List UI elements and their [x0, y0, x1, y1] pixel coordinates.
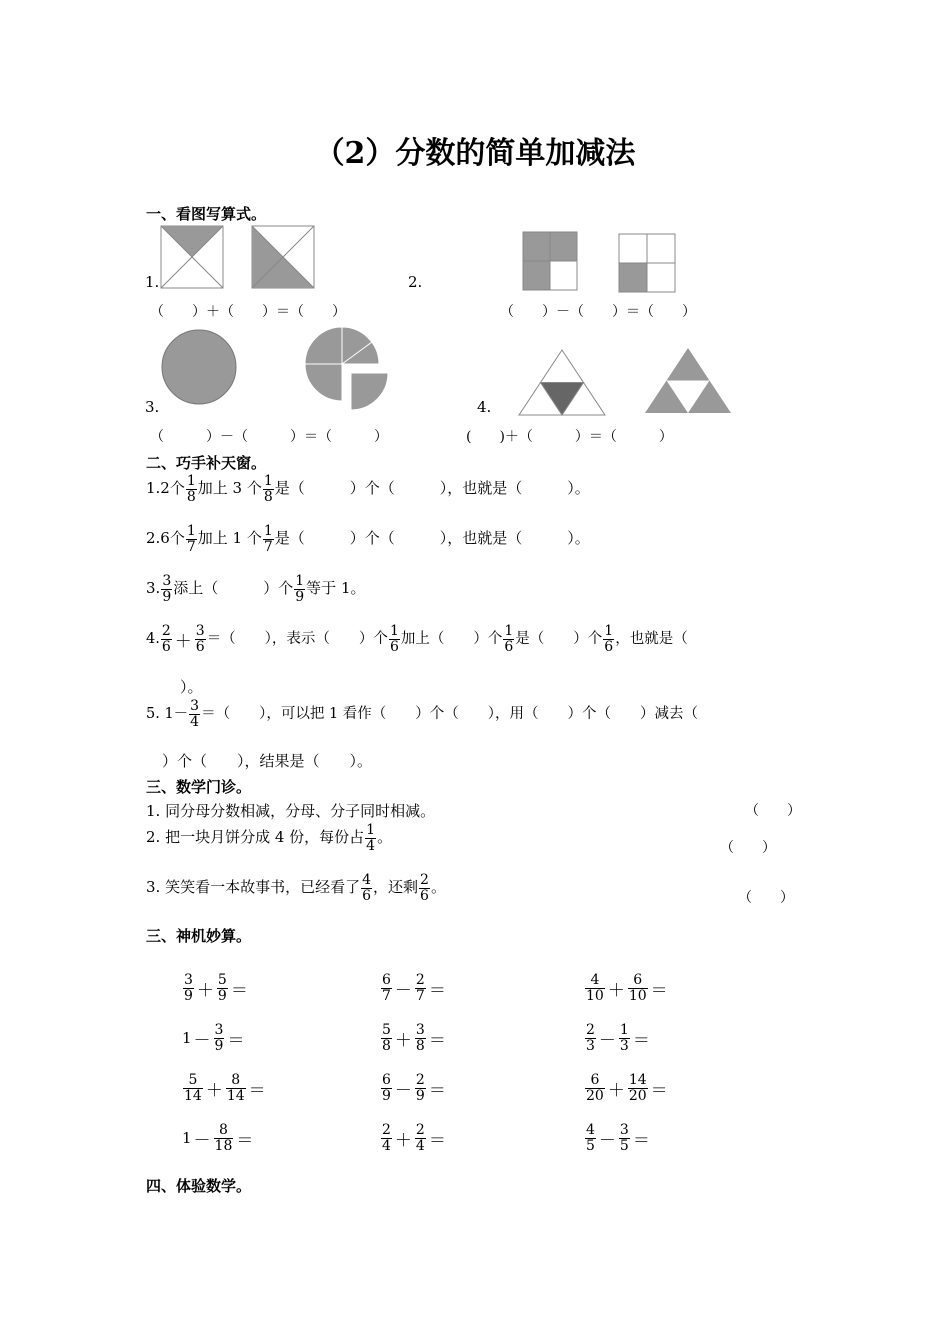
calc-problem	[584, 973, 670, 1003]
figure-1-square-b	[251, 225, 315, 289]
section-5-heading: 四、体验数学。	[146, 1177, 252, 1195]
q2-post: 是（ ）个（ ），也就是（ ）。	[274, 529, 590, 548]
fraction: $\frac{1}{9}$	[295, 573, 305, 605]
calc-problem	[584, 1123, 652, 1153]
fraction: $\frac{4}{6}$	[362, 872, 372, 904]
operator: －	[193, 1030, 211, 1051]
figure-2-grid-a	[522, 231, 578, 291]
calc-problem	[182, 973, 250, 1003]
page-title: （2）分数的简单加减法	[314, 136, 636, 171]
fraction: $\frac{1}{6}$	[604, 623, 614, 655]
fraction: $\frac{1}{8}$	[263, 473, 273, 505]
equals-sign: ＝	[428, 1030, 446, 1051]
fraction: $\frac{3}{4}$	[190, 698, 200, 730]
fraction: $\frac{1}{6}$	[389, 623, 399, 655]
operator: ＋	[394, 1030, 412, 1051]
calc-problem	[380, 973, 448, 1003]
label-4: 4.	[477, 398, 492, 416]
fraction: $\frac{3}{9}$	[214, 1022, 224, 1054]
operator: ＋	[607, 980, 625, 1001]
fill-question-4: 4. $\frac{2}{6}$ ＋ $\frac{3}{6}$ ＝（ ），表示（ ）个 $\frac{1}{6}$ 加上（ ）个 $\frac{1}{6}$ 是（ ）个 $\frac{1}{6}$ ，也就是（	[146, 623, 688, 655]
fraction: $\frac{1}{4}$	[366, 822, 376, 854]
equals-sign: ＝	[428, 980, 446, 1001]
equals-sign: ＝	[230, 980, 248, 1001]
judge-question-2: 2. 把一块月饼分成 4 份，每份占 $\frac{1}{4}$ 。	[146, 822, 393, 854]
figure-3-full-circle	[159, 327, 239, 407]
fraction: $\frac{4}{5}$	[586, 1122, 595, 1154]
fraction: $\frac{2}{9}$	[415, 1072, 425, 1104]
equals-sign: ＝	[236, 1130, 254, 1151]
answer-row-2-right: ( )＋（ ）＝（ ）	[466, 429, 673, 445]
judge-question-3: 3. 笑笑看一本故事书，已经看了 $\frac{4}{6}$ ，还剩 $\frac{2}{6}$ 。	[146, 872, 446, 904]
section-2-heading: 二、巧手补天窗。	[146, 454, 267, 472]
equals-sign: ＝	[632, 1130, 650, 1151]
fraction: $\frac{2}{4}$	[415, 1122, 425, 1154]
whole-number: 1	[182, 1029, 192, 1048]
fraction: $\frac{4}{10}$	[586, 972, 604, 1004]
operator: ＋	[196, 980, 214, 1001]
fraction: $\frac{2}{4}$	[382, 1122, 391, 1154]
equals-sign: ＝	[632, 1030, 650, 1051]
fraction: $\frac{5}{8}$	[382, 1022, 391, 1054]
calc-problem	[584, 1023, 652, 1053]
q3-post: 等于 1。	[306, 579, 366, 598]
calc-problem	[380, 1023, 448, 1053]
q1-prefix: 1.2个	[146, 479, 185, 498]
q2-prefix: 2.6个	[146, 529, 185, 548]
operator: ＋	[394, 1130, 412, 1151]
calc-problem	[380, 1073, 448, 1103]
equals-sign: ＝	[650, 1080, 668, 1101]
fill-question-2	[146, 524, 590, 554]
fraction: $\frac{14}{20}$	[628, 1072, 647, 1104]
label-3: 3.	[145, 398, 160, 416]
operator: －	[394, 980, 412, 1001]
judge-blank-1: （ ）	[745, 803, 801, 819]
fraction: $\frac{1}{8}$	[186, 473, 196, 505]
fraction: $\frac{5}{14}$	[184, 1072, 202, 1104]
fraction: $\frac{2}{6}$	[161, 623, 171, 655]
operator: －	[598, 1030, 616, 1051]
fraction: $\frac{1}{7}$	[263, 523, 273, 555]
fraction: $\frac{3}{9}$	[184, 972, 193, 1004]
operator: ＋	[607, 1080, 625, 1101]
answer-row-2-left: （ ）－（ ）＝（ ）	[150, 429, 388, 445]
section-4-heading: 三、神机妙算。	[146, 927, 252, 945]
section-1-heading: 一、看图写算式。	[146, 205, 267, 223]
fraction: $\frac{6}{20}$	[586, 1072, 604, 1104]
label-1: 1.	[145, 273, 160, 291]
fraction: $\frac{2}{7}$	[415, 972, 425, 1004]
judge-question-1: 1. 同分母分数相减，分母、分子同时相减。	[146, 802, 436, 820]
fill-question-4-cont: ）。	[180, 678, 203, 696]
calc-problem	[182, 1023, 246, 1053]
calc-problem	[380, 1123, 448, 1153]
figure-4-triangle-b	[643, 346, 733, 416]
q1-mid: 加上 3 个	[197, 479, 262, 498]
equals-sign: ＝	[650, 980, 668, 1001]
q1-post: 是（ ）个（ ），也就是（ ）。	[274, 479, 590, 498]
fill-question-1	[146, 474, 590, 504]
equals-sign: ＝	[428, 1080, 446, 1101]
q2-mid: 加上 1 个	[197, 529, 262, 548]
answer-row-1-left: （ ）＋（ ）＝（ ）	[150, 304, 346, 320]
judge-blank-2: （ ）	[720, 840, 776, 856]
fraction: $\frac{6}{10}$	[628, 972, 647, 1004]
fraction: $\frac{3}{5}$	[619, 1122, 629, 1154]
fill-question-3	[146, 574, 365, 604]
q3-mid: 添上（ ）个	[173, 579, 294, 598]
fraction: $\frac{6}{9}$	[382, 1072, 391, 1104]
fraction: $\frac{8}{18}$	[214, 1122, 233, 1154]
fraction: $\frac{3}{9}$	[162, 573, 172, 605]
fraction: $\frac{6}{7}$	[382, 972, 391, 1004]
operator: ＋	[205, 1080, 223, 1101]
q3-prefix: 3.	[146, 579, 161, 598]
fraction: $\frac{1}{7}$	[186, 523, 196, 555]
fraction: $\frac{8}{14}$	[226, 1072, 245, 1104]
fill-question-5-cont: ）个（ ），结果是（ ）。	[162, 752, 373, 770]
judge-blank-3: （ ）	[738, 890, 794, 906]
operator: －	[394, 1080, 412, 1101]
fraction: $\frac{3}{8}$	[415, 1022, 425, 1054]
fraction: $\frac{3}{6}$	[195, 623, 205, 655]
fill-question-5: 5. 1－ $\frac{3}{4}$ ＝（ ），可以把 1 看作（ ）个（ ），用（ ）个（ ）减去（	[146, 698, 699, 730]
calc-problem	[182, 1123, 255, 1153]
answer-row-1-right: （ ）－（ ）＝（ ）	[500, 304, 696, 320]
operator: －	[598, 1130, 616, 1151]
whole-number: 1	[182, 1129, 192, 1148]
fraction: $\frac{5}{9}$	[217, 972, 227, 1004]
figure-4-triangle-a	[516, 348, 608, 418]
fraction: $\frac{1}{6}$	[504, 623, 514, 655]
operator: －	[193, 1130, 211, 1151]
fraction: $\frac{2}{6}$	[420, 872, 429, 904]
equals-sign: ＝	[227, 1030, 245, 1051]
fraction: $\frac{1}{3}$	[619, 1022, 629, 1054]
calc-problem	[584, 1073, 670, 1103]
fraction: $\frac{2}{3}$	[586, 1022, 595, 1054]
equals-sign: ＝	[248, 1080, 266, 1101]
figure-2-grid-b	[618, 233, 676, 293]
q4-prefix: 4.	[146, 631, 160, 648]
calc-problem	[182, 1073, 268, 1103]
equals-sign: ＝	[428, 1130, 446, 1151]
section-3-heading: 三、数学门诊。	[146, 778, 252, 796]
label-2: 2.	[408, 273, 423, 291]
figure-1-square-a	[160, 225, 224, 289]
figure-3-pie	[302, 322, 394, 414]
